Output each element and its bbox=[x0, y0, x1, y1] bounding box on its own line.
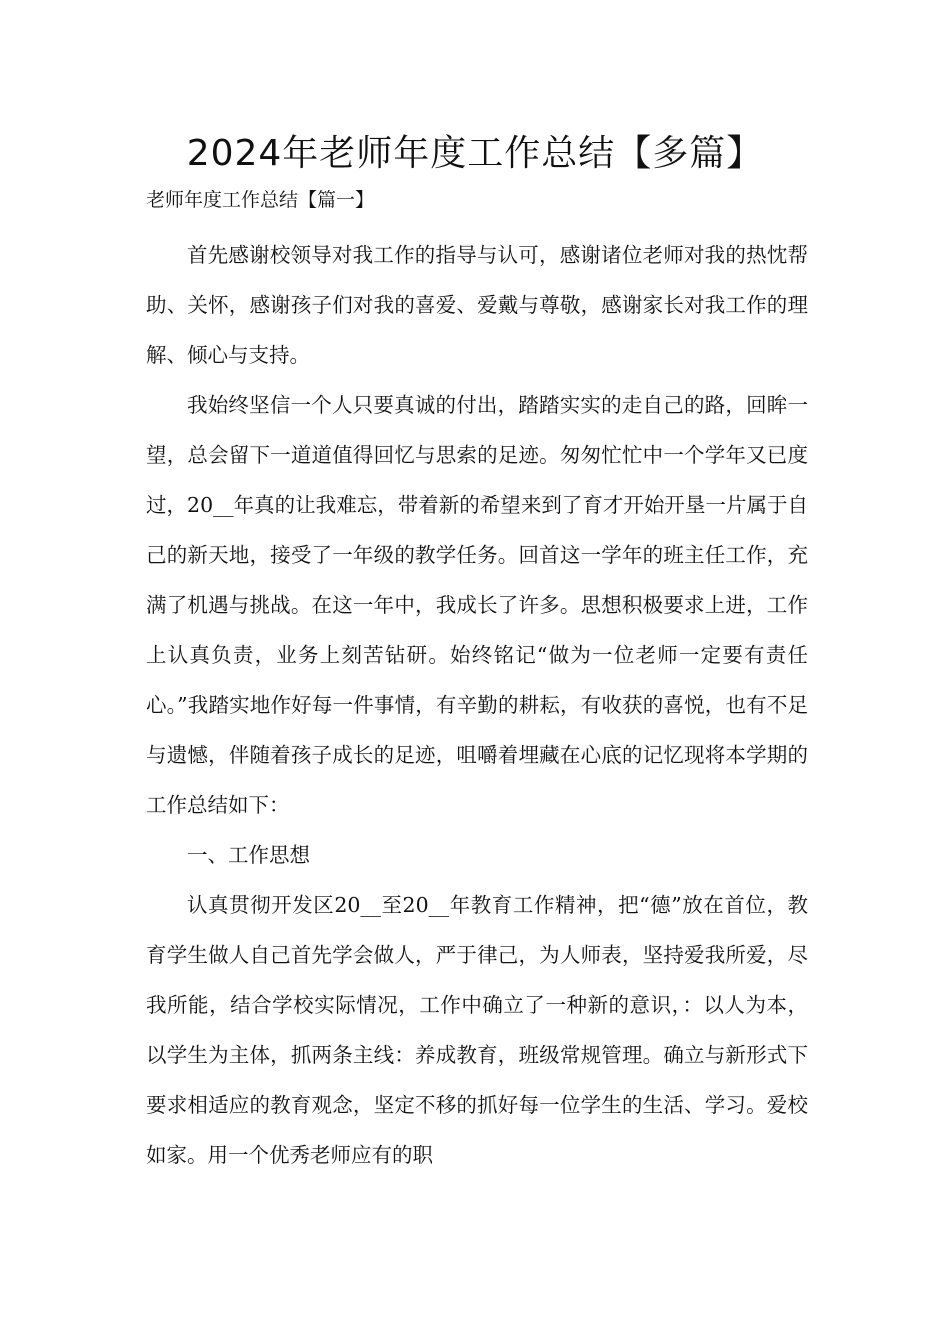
section-heading: 一、工作思想 bbox=[187, 843, 310, 867]
document-subtitle: 老师年度工作总结【篇一】 bbox=[146, 189, 375, 211]
document-title: 2024年老师年度工作总结【多篇】 bbox=[186, 133, 764, 174]
paragraph-work-thought: 认真贯彻开发区20__至20__年教育工作精神，把“德”放在首位，教育学生做人自己首先学会做人，严于律己，为人师表，坚持爱我所爱，尽我所能，结合学校实际情况，工作中确立了一种新的意识，：以人为本，以学生为主体，抓两条主线：养成教育，班级常规管理。确立与新形式下要求相适应的教育观念，坚定不移的抓好每一位学生的生活、学习。爱校如家。用一个优秀老师应有的职 bbox=[146, 893, 808, 1167]
paragraph-thanks: 首先感谢校领导对我工作的指导与认可，感谢诸位老师对我的热忱帮助、关怀，感谢孩子们对我的喜爱、爱戴与尊敬，感谢家长对我工作的理解、倾心与支持。 bbox=[146, 243, 808, 367]
paragraph-reflection: 我始终坚信一个人只要真诚的付出，踏踏实实的走自己的路，回眸一望，总会留下一道道值得回忆与思索的足迹。匆匆忙忙中一个学年又已度过，20__年真的让我难忘，带着新的希望来到了育才开始开垦一片属于自己的新天地，接受了一年级的教学任务。回首这一学年的班主任工作，充满了机遇与挑战。在这一年中，我成长了许多。思想积极要求上进，工作上认真负责，业务上刻苦钻研。始终铭记“做为一位老师一定要有责任心。”我踏实地作好每一件事情，有辛勤的耕耘，有收获的喜悦，也有不足与遗憾，伴随着孩子成长的足迹，咀嚼着埋藏在心底的记忆现将本学期的工作总结如下： bbox=[146, 393, 808, 817]
document-body bbox=[146, 184, 808, 1180]
